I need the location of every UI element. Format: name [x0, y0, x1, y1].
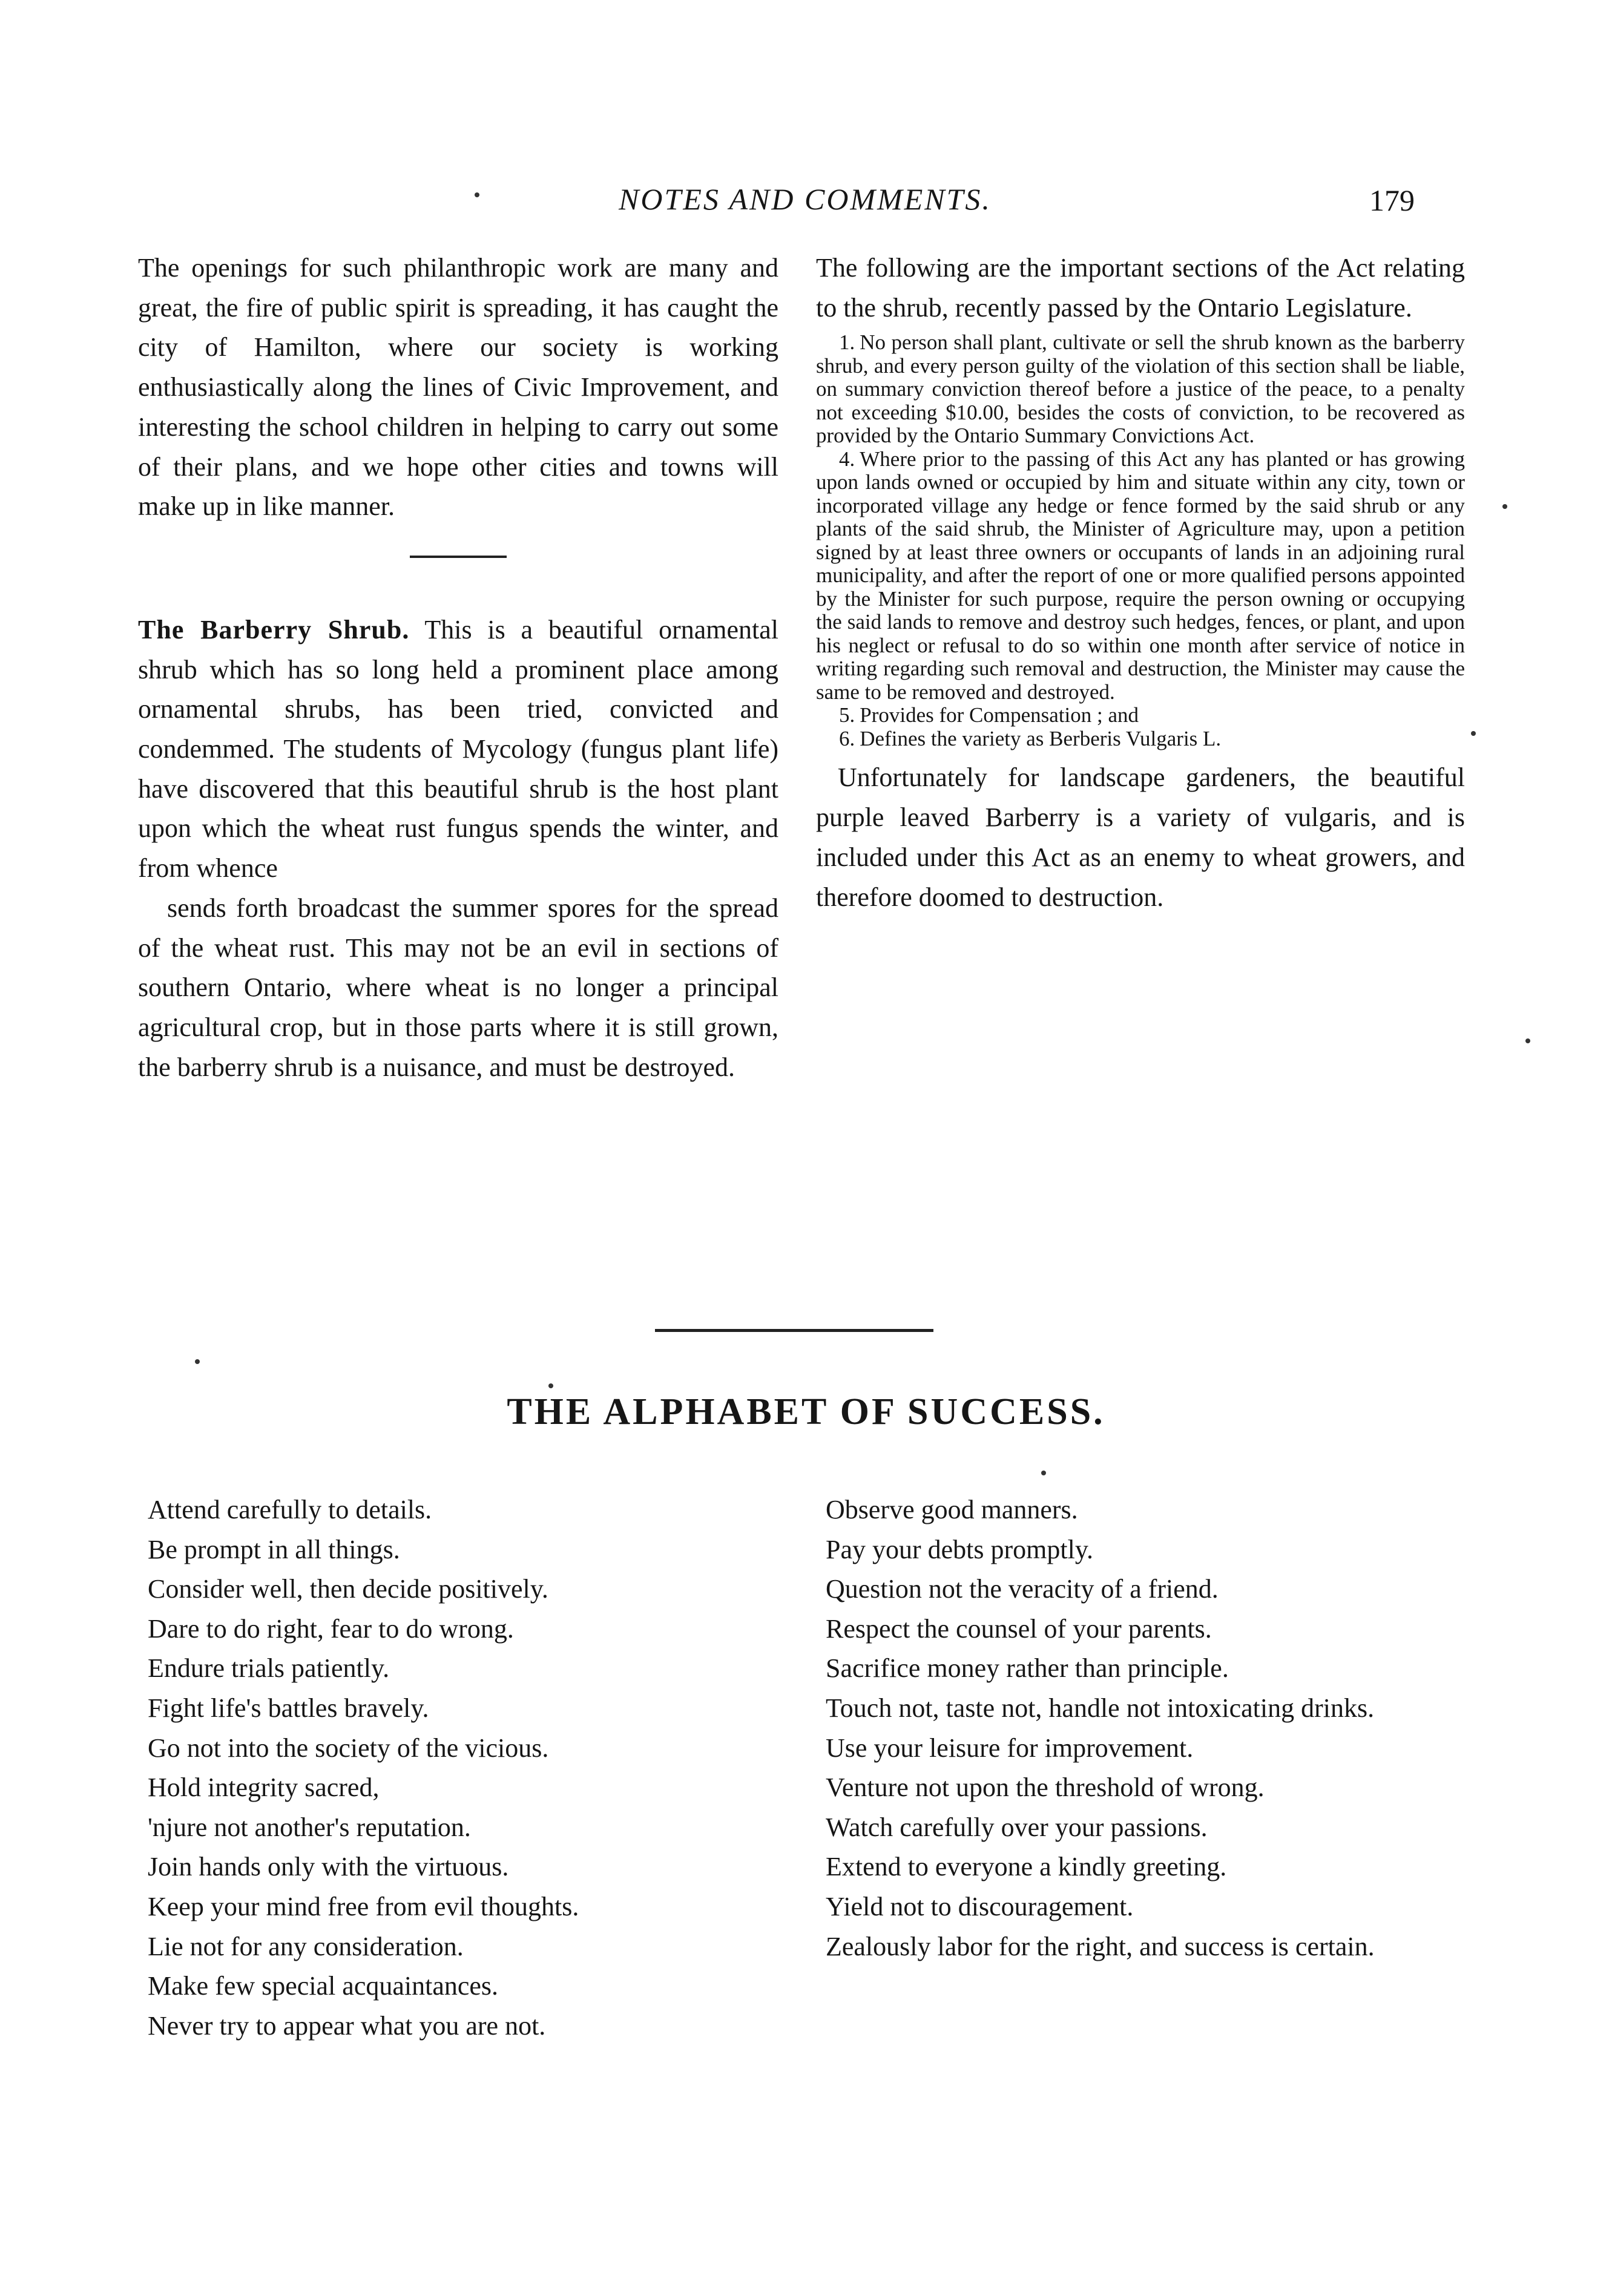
list-item: Watch carefully over your passions. — [826, 1812, 1208, 1842]
list-item: Sacrifice money rather than principle. — [826, 1653, 1229, 1684]
list-item: Yield not to discouragement. — [826, 1891, 1134, 1921]
alphabet-list-right — [826, 1490, 1467, 1966]
philanthropic-work-paragraph: The openings for such philanthropic work are many and great, the fire of public spirit is spreading, it has caught the city of Hamilton, where our society is working enthusiastically along the lines of Civic Improvement, and interesting the school children in helping to carry out some of their plans, and we hope other cities and towns will make up in like manner. — [138, 253, 778, 522]
provision-item — [816, 704, 1465, 727]
list-item: Zealously labor for the right, and success is certain. — [826, 1931, 1375, 1961]
provision-number: 5. — [839, 703, 855, 727]
list-item: Dare to do right, fear to do wrong. — [148, 1613, 514, 1644]
list-item: Hold integrity sacred, — [148, 1773, 380, 1803]
barberry-paragraph-text: This is a beautiful ornamental shrub which has so long held a prominent place among ornamental shrubs, has been tried, convicted and condemmed. The students of Mycology (fungus plant life) have discovered that this beautiful shrub is the host plant upon which the wheat rust fungus spends the winter, and from whence — [138, 614, 778, 884]
provision-text: Provides for Compensation ; and — [860, 703, 1139, 727]
scan-speck — [548, 1383, 553, 1388]
list-item: Lie not for any consideration. — [148, 1931, 464, 1961]
list-item: Endure trials patiently. — [148, 1653, 390, 1684]
provision-text: Where prior to the passing of this Act any has planted or has growing upon lands owned or occupied by him and situate within any city, town or incorporated village any hedge or fence formed by the said shrub or any plants of the said shrub, the Minister of Agriculture may, upon a petition signed by at least three owners or occupants of lands in an adjoining rural municipality, and after the report of one or more qualified persons appointed by the Minister for such purpose, require the person owning or occupying the said lands to remove and destroy such hedges, fences, or plant, and upon his neglect or refusal to do so within one month after service of notice in writing regarding such removal and destruction, the Minister may cause the same to be removed and destroyed. — [816, 447, 1465, 704]
list-item: Extend to everyone a kindly greeting. — [826, 1852, 1227, 1882]
list-item: 'njure not another's reputation. — [148, 1812, 471, 1842]
scan-speck — [1502, 504, 1507, 509]
left-column — [138, 248, 778, 1087]
list-item: Pay your debts promptly. — [826, 1534, 1093, 1564]
list-item: Be prompt in all things. — [148, 1534, 400, 1564]
list-item: Keep your mind free from evil thoughts. — [148, 1891, 579, 1921]
running-head: NOTES AND COMMENTS. — [619, 182, 992, 216]
list-item: Join hands only with the virtuous. — [148, 1852, 509, 1882]
list-item: Go not into the society of the vicious. — [148, 1733, 549, 1763]
list-item: Fight life's battles bravely. — [148, 1693, 429, 1723]
alphabet-list-left — [148, 1490, 777, 2045]
section-divider — [410, 556, 507, 558]
scan-speck — [1041, 1471, 1046, 1475]
provision-text: Defines the variety as Berberis Vulgaris L. — [860, 726, 1222, 750]
article-divider — [655, 1329, 933, 1332]
list-item: Respect the counsel of your parents. — [826, 1613, 1212, 1644]
list-item: Touch not, taste not, handle not intoxicating drinks. — [826, 1693, 1375, 1723]
provision-number: 6. — [839, 726, 855, 750]
barberry-paragraph-continued: sends forth broadcast the summer spores for the spread of the wheat rust. This may not be an evil in sections of southern Ontario, where wheat is no longer a principal agricultural crop, but in those parts where it is still grown, the barberry shrub is a nuisance, and must be destroyed. — [138, 893, 778, 1082]
closing-paragraph: Unfortunately for landscape gardeners, the beautiful purple leaved Barberry is a variety of vulgaris, and is included under this Act as an enemy to wheat growers, and therefore doomed to destruction. — [816, 763, 1465, 912]
barberry-paragraph — [138, 610, 778, 1087]
page-number: 179 — [1369, 183, 1415, 217]
list-item: Observe good manners. — [826, 1495, 1078, 1524]
provision-text: No person shall plant, cultivate or sell the shrub known as the barberry shrub, and every person guilty of the violation of this section shall be liable, on summary conviction thereof before a justice of the peace, to a penalty not exceeding $10.00, besides the costs of conviction, to be recovered as provided by the Ontario Summary Convictions Act. — [816, 330, 1465, 448]
act-intro-paragraph: The following are the important sections of the Act relating to the shrub, recently passed by the Ontario Legislature. — [816, 253, 1465, 323]
list-item: Attend carefully to details. — [148, 1495, 432, 1524]
list-item: Question not the veracity of a friend. — [826, 1574, 1219, 1604]
scan-speck — [195, 1359, 200, 1364]
list-item: Venture not upon the threshold of wrong. — [826, 1773, 1265, 1803]
right-column — [816, 248, 1465, 917]
provision-item — [816, 448, 1465, 704]
list-item: Never try to appear what you are not. — [148, 2010, 546, 2041]
provision-number: 4. — [839, 447, 855, 471]
provision-item — [816, 331, 1465, 448]
list-item: Use your leisure for improvement. — [826, 1733, 1194, 1763]
provision-item — [816, 727, 1465, 751]
list-item: Consider well, then decide positively. — [148, 1574, 548, 1604]
scan-speck — [1525, 1038, 1530, 1043]
barberry-section-title: The Barberry Shrub. — [138, 614, 410, 645]
scan-speck — [1471, 731, 1476, 736]
scan-speck — [475, 192, 479, 197]
list-item: Make few special acquaintances. — [148, 1971, 499, 2001]
provision-number: 1. — [839, 330, 855, 355]
article-headline: THE ALPHABET OF SUCCESS. — [507, 1391, 1105, 1432]
